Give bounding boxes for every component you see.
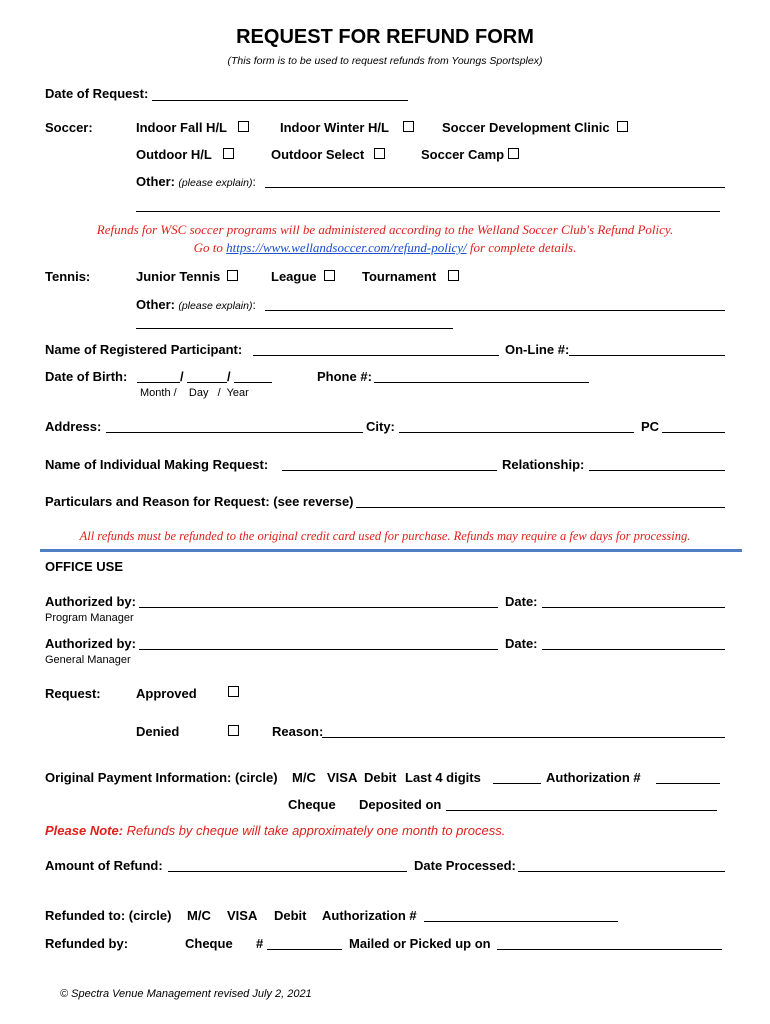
date-of-request-label: Date of Request: [45,86,149,101]
cheque-number-field[interactable] [267,949,342,950]
date-processed-label: Date Processed: [414,858,516,873]
soccer-other-field[interactable] [265,187,725,188]
particulars-field[interactable] [356,507,725,508]
option-outdoor-hl-label: Outdoor H/L [136,147,212,162]
general-manager-caption: General Manager [45,654,131,666]
dob-hint: Month / Day / Year [140,387,249,399]
option-indoor-fall-label: Indoor Fall H/L [136,120,227,135]
relationship-label: Relationship: [502,457,585,472]
soccer-other-label: Other: (please explain): [136,174,256,189]
date-of-request-field[interactable] [152,100,408,101]
soccer-other-field-2[interactable] [136,211,720,212]
dob-month-field[interactable] [137,382,180,383]
last-4-digits-label: Last 4 digits [405,770,481,785]
indoor-fall-checkbox[interactable] [238,121,249,132]
form-title: REQUEST FOR REFUND FORM [236,26,534,48]
city-label: City: [366,419,395,434]
soccer-camp-checkbox[interactable] [508,148,519,159]
deposited-on-label: Deposited on [359,797,442,812]
tennis-other-label: Other: (please explain): [136,297,256,312]
payment-debit-option[interactable]: Debit [364,770,397,785]
option-junior-tennis-label: Junior Tennis [136,269,221,284]
refund-policy-link[interactable]: https://www.wellandsoccer.com/refund-policy/ [226,240,467,255]
wsc-notice-line2: Go to https://www.wellandsoccer.com/refund-policy/ for complete details. [193,240,577,255]
authorized-by-label: Authorized by: [45,594,136,609]
payment-mc-option[interactable]: M/C [292,770,316,785]
program-manager-date-field[interactable] [542,607,725,608]
date-processed-field[interactable] [518,871,725,872]
dob-separator: / [227,369,231,384]
address-field[interactable] [106,432,363,433]
option-league-label: League [271,269,317,284]
participant-name-label: Name of Registered Participant: [45,342,243,357]
refunded-to-label: Refunded to: (circle) [45,908,172,923]
soccer-dev-clinic-checkbox[interactable] [617,121,628,132]
phone-label: Phone #: [317,369,372,384]
approved-checkbox[interactable] [228,686,239,697]
reason-field[interactable] [322,737,725,738]
option-outdoor-select-label: Outdoor Select [271,147,365,162]
league-checkbox[interactable] [324,270,335,281]
requester-name-label: Name of Individual Making Request: [45,457,269,472]
amount-of-refund-label: Amount of Refund: [45,858,163,873]
original-payment-label: Original Payment Information: (circle) [45,770,278,785]
particulars-label: Particulars and Reason for Request: (see reverse) [45,494,354,509]
section-divider [40,549,742,552]
option-soccer-camp-label: Soccer Camp [421,147,505,162]
denied-checkbox[interactable] [228,725,239,736]
online-number-label: On-Line #: [505,342,570,357]
option-soccer-dev-clinic-label: Soccer Development Clinic [442,120,610,135]
online-number-field[interactable] [569,355,725,356]
cheque-number-label: # [256,936,264,951]
form-subtitle: (This form is to be used to request refunds from Youngs Sportsplex) [227,55,543,67]
tennis-other-field-2[interactable] [136,328,453,329]
amount-of-refund-field[interactable] [168,871,407,872]
date-of-birth-label: Date of Birth: [45,369,128,384]
junior-tennis-checkbox[interactable] [227,270,238,281]
option-tournament-label: Tournament [362,269,437,284]
credit-card-notice: All refunds must be refunded to the original credit card used for purchase. Refunds may require a few days for processing. [79,529,691,543]
refund-authorization-field[interactable] [424,921,618,922]
dob-separator: / [180,369,184,384]
office-use-heading: OFFICE USE [45,559,124,574]
tournament-checkbox[interactable] [448,270,459,281]
payment-visa-option[interactable]: VISA [327,770,358,785]
address-label: Address: [45,419,102,434]
relationship-field[interactable] [589,470,725,471]
program-manager-caption: Program Manager [45,612,134,624]
refunded-by-label: Refunded by: [45,936,129,951]
tennis-other-field[interactable] [265,310,725,311]
authorization-field[interactable] [656,783,720,784]
refund-visa-option[interactable]: VISA [227,908,258,923]
payment-cheque-option[interactable]: Cheque [288,797,336,812]
reason-label: Reason: [272,724,324,739]
date-label: Date: [505,594,538,609]
refund-authorization-label: Authorization # [322,908,417,923]
requester-name-field[interactable] [282,470,497,471]
general-manager-date-field[interactable] [542,649,725,650]
footer-copyright: © Spectra Venue Management revised July 2, 2021 [60,988,312,1000]
deposited-on-field[interactable] [446,810,717,811]
city-field[interactable] [399,432,634,433]
refund-debit-option[interactable]: Debit [274,908,307,923]
option-indoor-winter-label: Indoor Winter H/L [280,120,389,135]
participant-name-field[interactable] [253,355,499,356]
refund-cheque-option[interactable]: Cheque [185,936,233,951]
outdoor-select-checkbox[interactable] [374,148,385,159]
phone-field[interactable] [374,382,589,383]
request-label: Request: [45,686,101,701]
last-4-digits-field[interactable] [493,783,541,784]
outdoor-hl-checkbox[interactable] [223,148,234,159]
denied-label: Denied [136,724,180,739]
postal-code-field[interactable] [662,432,725,433]
tennis-label: Tennis: [45,269,91,284]
program-manager-auth-field[interactable] [139,607,498,608]
please-note: Please Note: Refunds by cheque will take approximately one month to process. [45,823,506,838]
dob-day-field[interactable] [187,382,227,383]
date-label: Date: [505,636,538,651]
refund-mc-option[interactable]: M/C [187,908,211,923]
postal-code-label: PC [641,419,660,434]
mailed-or-picked-label: Mailed or Picked up on [349,936,491,951]
authorized-by-label: Authorized by: [45,636,136,651]
dob-year-field[interactable] [234,382,272,383]
approved-label: Approved [136,686,197,701]
indoor-winter-checkbox[interactable] [403,121,414,132]
soccer-label: Soccer: [45,120,93,135]
authorization-label: Authorization # [546,770,641,785]
mailed-or-picked-field[interactable] [497,949,722,950]
general-manager-auth-field[interactable] [139,649,498,650]
wsc-notice-line1: Refunds for WSC soccer programs will be administered according to the Welland Soccer Club's Refund Policy. [96,222,674,237]
